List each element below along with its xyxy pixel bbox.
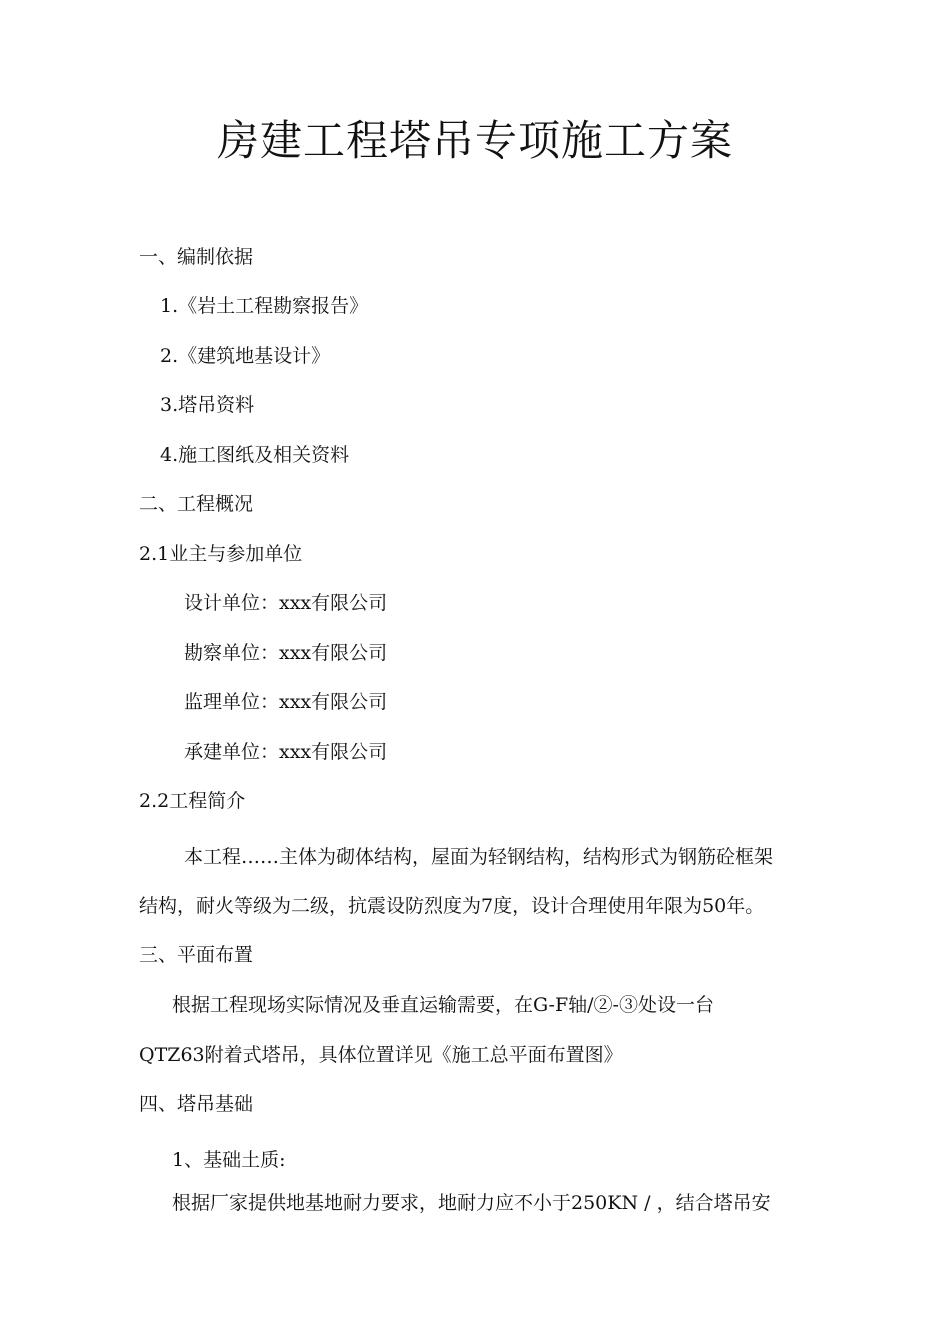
reference-item: 2.《建筑地基设计》 — [160, 345, 331, 367]
reference-item: 1.《岩土工程勘察报告》 — [160, 295, 369, 317]
paragraph-line: 结构，耐火等级为二级，抗震设防烈度为7度，设计合理使用年限为50年。 — [139, 895, 765, 917]
subsection-heading: 2.1业主与参加单位 — [139, 543, 303, 565]
paragraph-line: 根据工程现场实际情况及垂直运输需要，在G-F轴/②-③处设一台 — [172, 994, 714, 1016]
section-heading-3: 三、平面布置 — [139, 944, 254, 966]
subsection-heading: 2.2工程简介 — [139, 790, 246, 812]
section-heading-2: 二、工程概况 — [139, 493, 254, 515]
paragraph-line: QTZ63附着式塔吊，具体位置详见《施工总平面布置图》 — [139, 1044, 623, 1066]
unit-item: 监理单位：xxx有限公司 — [184, 691, 388, 713]
section-heading-4: 四、塔吊基础 — [139, 1093, 254, 1115]
unit-item: 承建单位：xxx有限公司 — [184, 741, 388, 763]
subsection-heading: 1、基础土质: — [172, 1149, 286, 1171]
reference-item: 4.施工图纸及相关资料 — [160, 444, 350, 466]
unit-item: 勘察单位：xxx有限公司 — [184, 642, 388, 664]
paragraph-line: 本工程……主体为砌体结构，屋面为轻钢结构，结构形式为钢筋砼框架 — [184, 846, 774, 868]
document-title: 房建工程塔吊专项施工方案 — [216, 116, 733, 165]
section-heading-1: 一、编制依据 — [139, 246, 254, 268]
paragraph-line: 根据厂家提供地基地耐力要求，地耐力应不小于250KN / ，结合塔吊安 — [172, 1192, 771, 1214]
unit-item: 设计单位：xxx有限公司 — [184, 592, 388, 614]
reference-item: 3.塔吊资料 — [160, 394, 255, 416]
